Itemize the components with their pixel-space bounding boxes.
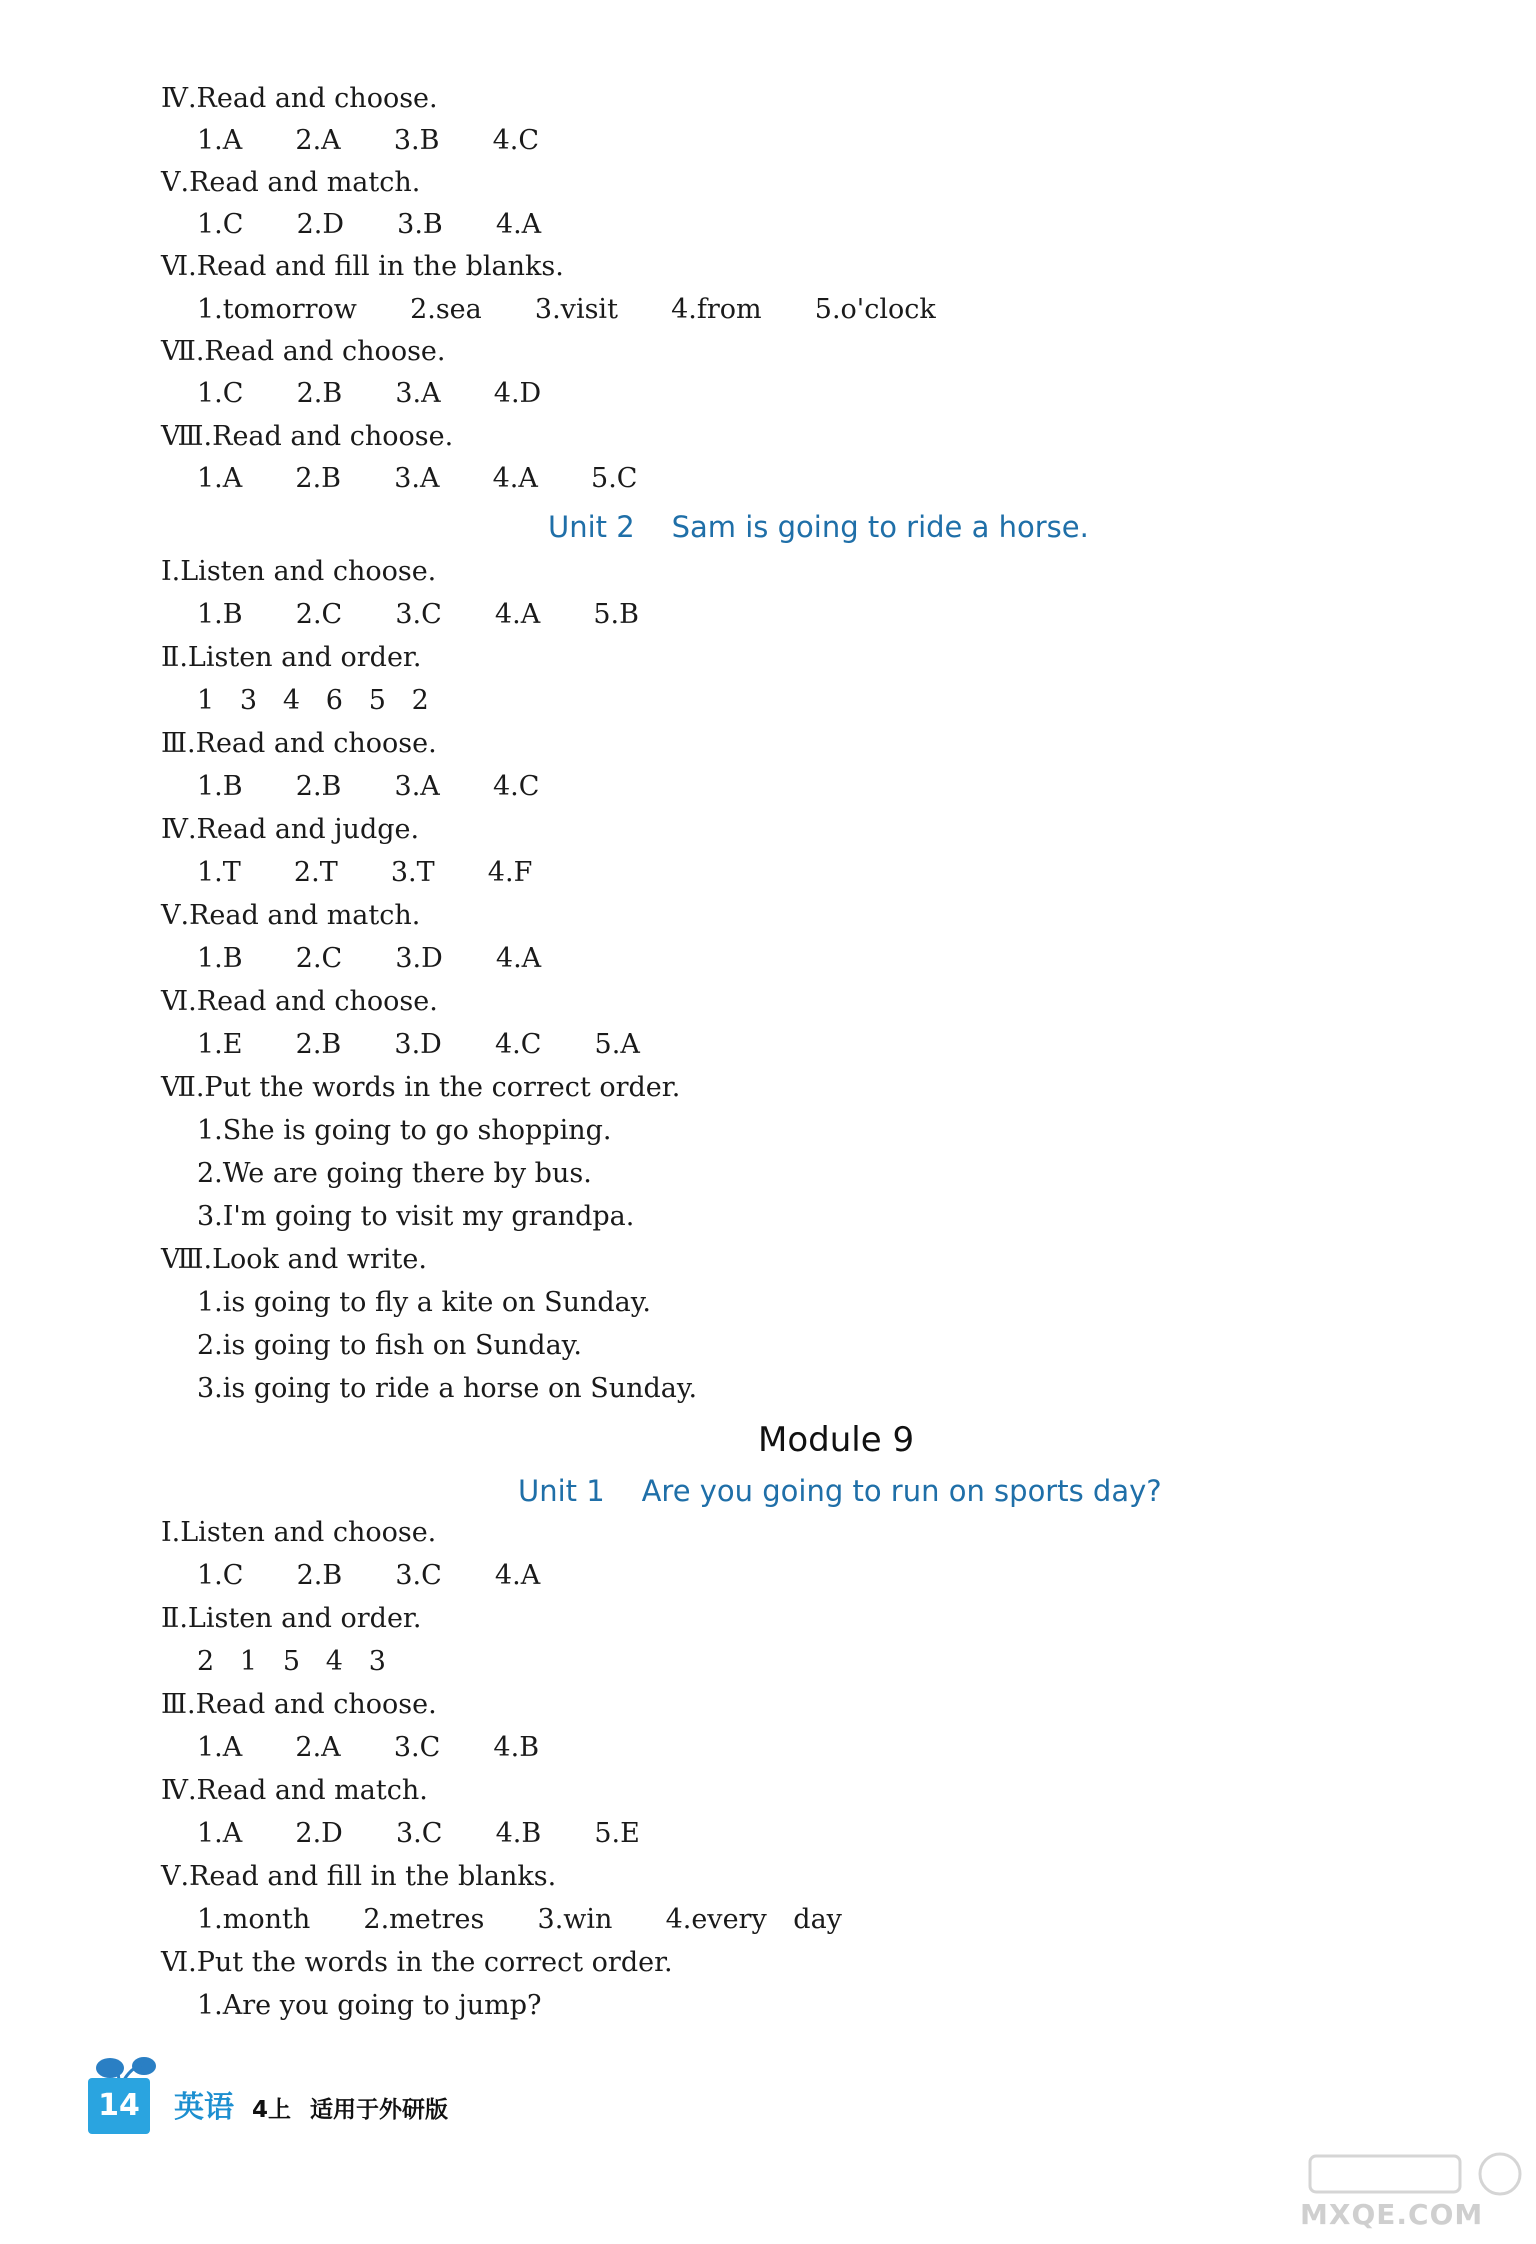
footer-subject: 英语 <box>174 2090 234 2125</box>
question-header: Ⅰ.Listen and choose. <box>161 1517 437 1548</box>
answer-line: 3.I'm going to visit my grandpa. <box>197 1201 635 1232</box>
question-header: Ⅱ.Listen and order. <box>161 1603 422 1634</box>
question-header: Ⅶ.Put the words in the correct order. <box>161 1072 681 1103</box>
watermark-emblem-icon <box>1300 2150 1536 2200</box>
question-header: Ⅱ.Listen and order. <box>161 642 422 673</box>
answer-line: 1.B 2.C 3.D 4.A <box>197 943 542 974</box>
footer-edition: 适用于外研版 <box>310 2097 448 2123</box>
answer-line: 1.C 2.B 3.C 4.A <box>197 1560 541 1591</box>
answer-line: 1.A 2.D 3.C 4.B 5.E <box>197 1818 640 1849</box>
question-header: Ⅰ.Listen and choose. <box>161 556 437 587</box>
unit-heading: Unit 2 Sam is going to ride a horse. <box>548 510 1089 544</box>
module-heading: Module 9 <box>758 1420 915 1460</box>
answer-line: 1.tomorrow 2.sea 3.visit 4.from 5.o'clock <box>197 294 936 325</box>
answer-line: 1.C 2.D 3.B 4.A <box>197 209 542 240</box>
answer-line: 1.A 2.A 3.B 4.C <box>197 125 540 156</box>
answer-line: 1.Are you going to jump? <box>197 1990 542 2021</box>
footer-grade: 4上 <box>252 2097 292 2123</box>
answer-line: 1.B 2.C 3.C 4.A 5.B <box>197 599 639 630</box>
question-header: Ⅷ.Read and choose. <box>161 421 454 452</box>
watermark-text: MXQE.COM <box>1300 2198 1484 2231</box>
question-header: Ⅲ.Read and choose. <box>161 728 437 759</box>
page-footer <box>88 2050 548 2160</box>
answer-line: 1.E 2.B 3.D 4.C 5.A <box>197 1029 640 1060</box>
answer-line: 2.is going to fish on Sunday. <box>197 1330 582 1361</box>
answer-line: 1.She is going to go shopping. <box>197 1115 612 1146</box>
question-header: Ⅵ.Read and choose. <box>161 986 438 1017</box>
answer-line: 1.month 2.metres 3.win 4.every day <box>197 1904 842 1935</box>
question-header: Ⅵ.Put the words in the correct order. <box>161 1947 673 1978</box>
question-header: Ⅳ.Read and judge. <box>161 814 420 845</box>
answer-line: 3.is going to ride a horse on Sunday. <box>197 1373 698 1404</box>
question-header: Ⅴ.Read and match. <box>161 167 421 198</box>
answer-line: 1.T 2.T 3.T 4.F <box>197 857 533 888</box>
watermark-logo <box>1300 2150 1536 2240</box>
answer-line: 1.C 2.B 3.A 4.D <box>197 378 542 409</box>
question-header: Ⅴ.Read and fill in the blanks. <box>161 1861 557 1892</box>
answer-line: 1 3 4 6 5 2 <box>197 685 429 716</box>
page-number: 14 <box>88 2078 150 2134</box>
answer-line: 1.A 2.A 3.C 4.B <box>197 1732 540 1763</box>
question-header: Ⅶ.Read and choose. <box>161 336 446 367</box>
answer-line: 2.We are going there by bus. <box>197 1158 592 1189</box>
question-header: Ⅲ.Read and choose. <box>161 1689 437 1720</box>
question-header: Ⅳ.Read and choose. <box>161 83 438 114</box>
answer-line: 1.B 2.B 3.A 4.C <box>197 771 540 802</box>
unit-heading: Unit 1 Are you going to run on sports day? <box>518 1474 1162 1508</box>
answer-line: 1.is going to fly a kite on Sunday. <box>197 1287 652 1318</box>
answer-line: 1.A 2.B 3.A 4.A 5.C <box>197 463 638 494</box>
question-header: Ⅴ.Read and match. <box>161 900 421 931</box>
question-header: Ⅷ.Look and write. <box>161 1244 427 1275</box>
answer-line: 2 1 5 4 3 <box>197 1646 386 1677</box>
question-header: Ⅳ.Read and match. <box>161 1775 428 1806</box>
question-header: Ⅵ.Read and fill in the blanks. <box>161 251 564 282</box>
